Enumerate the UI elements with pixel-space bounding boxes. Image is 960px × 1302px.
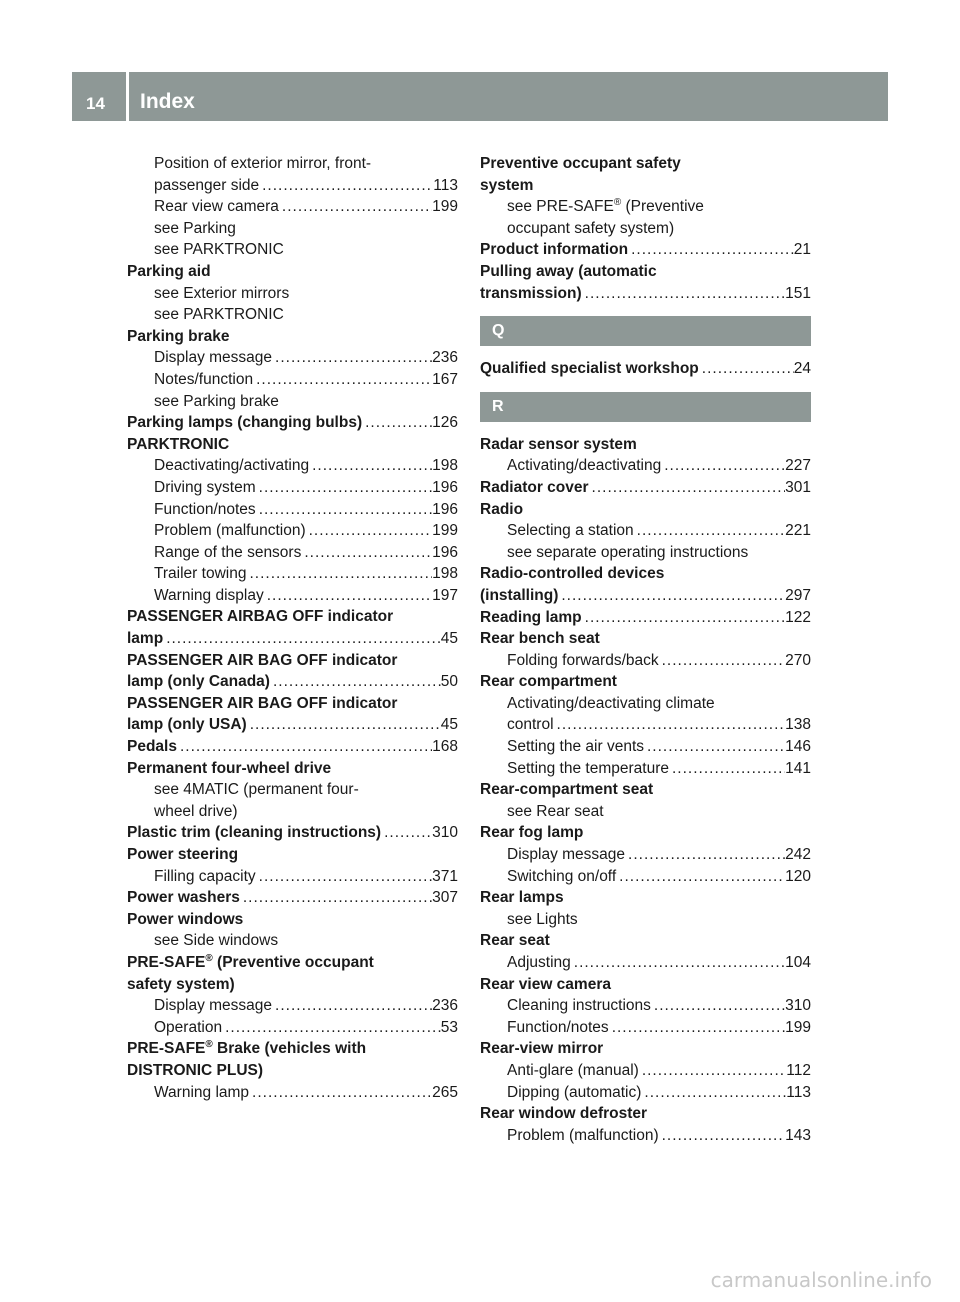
index-subentry — [480, 218, 811, 240]
entry-text: Activating/deactivating — [507, 457, 662, 475]
entry-text: Deactivating/activating — [154, 457, 310, 475]
leader-dots — [582, 283, 785, 305]
index-subentry — [480, 844, 811, 866]
entry-text: lamp — [127, 630, 164, 648]
leader-dots — [256, 477, 432, 499]
entry-text: Problem (malfunction) — [507, 1126, 659, 1144]
letter-heading-r: R — [480, 392, 811, 422]
page-reference: 198 — [432, 457, 458, 475]
page-reference: 199 — [432, 198, 458, 216]
entry-text: Radio-controlled devices — [480, 565, 665, 583]
index-column-left — [127, 153, 458, 1103]
index-subentry — [127, 196, 458, 218]
page-reference: 146 — [785, 738, 811, 756]
index-entry — [127, 261, 458, 283]
entry-text: Switching on/off — [507, 867, 617, 885]
entry-text: Anti-glare (manual) — [507, 1061, 639, 1079]
index-subentry — [480, 1082, 811, 1104]
index-entry — [480, 607, 811, 629]
entry-text: Rear view camera — [480, 975, 611, 993]
entry-text: Range of the sensors — [154, 543, 302, 561]
page-reference: 113 — [433, 176, 458, 194]
entry-text: Setting the air vents — [507, 738, 644, 756]
index-entry — [480, 239, 811, 261]
page-reference: 104 — [785, 954, 811, 971]
page-reference: 310 — [785, 997, 811, 1015]
entry-text: safety system) — [127, 975, 235, 993]
index-entry — [480, 1103, 811, 1125]
entry-text: Rear-view mirror — [480, 1040, 604, 1058]
entry-text: PARKTRONIC — [127, 435, 230, 453]
entry-text: Radar sensor system — [480, 435, 637, 453]
page-reference: 45 — [440, 716, 458, 734]
page-reference: 307 — [432, 889, 458, 907]
entry-text: system — [480, 176, 534, 194]
index-entry — [127, 1060, 458, 1082]
index-subentry — [127, 995, 458, 1017]
page-reference: 21 — [793, 241, 811, 259]
index-entry — [127, 434, 458, 456]
index-subentry — [480, 909, 811, 931]
page-reference: 301 — [785, 478, 811, 496]
index-subentry — [127, 391, 458, 413]
index-subentry — [480, 866, 811, 888]
page-reference: 199 — [785, 1018, 811, 1036]
entry-text: Notes/function — [154, 370, 254, 388]
index-entry — [480, 283, 811, 305]
entry-text: see Lights — [507, 910, 578, 928]
index-subentry — [127, 283, 458, 305]
entry-text: Activating/deactivating climate — [507, 694, 715, 712]
entry-text: see Rear seat — [507, 802, 604, 820]
leader-dots — [699, 358, 794, 380]
leader-dots — [249, 1082, 432, 1104]
entry-text: Display message — [507, 846, 626, 864]
index-entry — [480, 671, 811, 693]
leader-dots — [259, 175, 433, 197]
index-entry — [127, 758, 458, 780]
entry-text: PASSENGER AIRBAG OFF indicator — [127, 608, 394, 626]
entry-text: Rear lamps — [480, 889, 564, 907]
entry-text: Power windows — [127, 910, 244, 928]
index-subentry — [480, 1060, 811, 1082]
entry-text: Plastic trim (cleaning instructions) — [127, 824, 382, 842]
entry-text: Rear window defroster — [480, 1105, 648, 1123]
index-entry — [127, 326, 458, 348]
entry-text: Parking aid — [127, 262, 211, 280]
index-entry — [127, 412, 458, 434]
entry-text: see Parking brake — [154, 392, 279, 410]
leader-dots — [659, 1125, 786, 1147]
index-subentry — [480, 542, 811, 564]
entry-text: Operation — [154, 1018, 223, 1036]
entry-text: see PARKTRONIC — [154, 241, 284, 259]
entry-text: Selecting a station — [507, 522, 634, 540]
index-subentry — [127, 542, 458, 564]
index-subentry — [127, 175, 458, 197]
index-subentry — [127, 1017, 458, 1039]
leader-dots — [628, 239, 794, 261]
index-entry — [480, 585, 811, 607]
index-subentry — [127, 1082, 458, 1104]
entry-text: PASSENGER AIR BAG OFF indicator — [127, 651, 398, 669]
index-entry — [127, 887, 458, 909]
index-subentry — [127, 304, 458, 326]
entry-text: transmission) — [480, 284, 582, 302]
index-subentry — [480, 520, 811, 542]
entry-text: see Side windows — [154, 932, 279, 950]
page-reference: 126 — [432, 414, 458, 432]
page-reference: 371 — [432, 867, 458, 885]
entry-text: Power washers — [127, 889, 240, 907]
leader-dots — [641, 1082, 786, 1104]
leader-dots — [589, 477, 786, 499]
index-subentry — [127, 585, 458, 607]
page-reference: 198 — [432, 565, 458, 583]
entry-text: Parking brake — [127, 327, 230, 345]
entry-text: Trailer towing — [154, 565, 247, 583]
leader-dots — [264, 585, 432, 607]
entry-text: passenger side — [154, 176, 260, 194]
index-entry — [480, 1038, 811, 1060]
index-subentry — [127, 239, 458, 261]
page-reference: 113 — [786, 1083, 811, 1101]
index-entry — [480, 153, 811, 175]
entry-text: Function/notes — [507, 1018, 609, 1036]
leader-dots — [272, 995, 432, 1017]
entry-text: Rear view camera — [154, 198, 279, 216]
leader-dots — [639, 1060, 786, 1082]
entry-text: Rear seat — [480, 932, 550, 950]
entry-text: Filling capacity — [154, 867, 256, 885]
letter-heading-q: Q — [480, 316, 811, 346]
index-entry — [127, 822, 458, 844]
leader-dots — [554, 714, 786, 736]
page-reference: 112 — [786, 1061, 811, 1079]
entry-text: occupant safety system) — [507, 219, 675, 237]
leader-dots — [256, 866, 432, 888]
leader-dots — [253, 369, 432, 391]
index-entry — [480, 974, 811, 996]
index-entry — [127, 736, 458, 758]
leader-dots — [163, 628, 441, 650]
entry-text: Power steering — [127, 846, 239, 863]
page-reference: 138 — [785, 716, 811, 734]
page-reference: 199 — [432, 522, 458, 540]
index-subentry — [127, 779, 458, 801]
entry-text: Rear compartment — [480, 673, 617, 691]
page-reference: 196 — [432, 500, 458, 518]
index-subentry — [127, 347, 458, 369]
page-reference: 196 — [432, 478, 458, 496]
page-reference: 120 — [785, 867, 811, 885]
leader-dots — [222, 1017, 441, 1039]
entry-text: Warning display — [154, 586, 264, 604]
leader-dots — [246, 563, 432, 585]
page-reference: 143 — [785, 1126, 811, 1144]
page-reference: 151 — [785, 284, 811, 302]
page-reference: 265 — [432, 1083, 458, 1101]
index-subentry — [480, 650, 811, 672]
index-entry — [480, 628, 811, 650]
entry-text: Display message — [154, 349, 273, 367]
index-entry — [480, 477, 811, 499]
entry-text: Position of exterior mirror, front- — [154, 155, 372, 172]
page-reference: 24 — [793, 360, 811, 378]
index-entry — [127, 650, 458, 672]
index-subentry — [480, 1125, 811, 1147]
entry-text: Function/notes — [154, 500, 256, 518]
leader-dots — [571, 952, 785, 974]
index-subentry — [127, 218, 458, 240]
entry-text: PRE-SAFE® (Preventive occupant — [127, 952, 374, 971]
leader-dots — [651, 995, 785, 1017]
index-subentry — [127, 866, 458, 888]
entry-text: Driving system — [154, 478, 256, 496]
page-reference: 197 — [432, 586, 458, 604]
leader-dots — [625, 844, 785, 866]
entry-text: lamp (only USA) — [127, 716, 247, 734]
entry-text: Adjusting — [507, 954, 571, 971]
leader-dots — [301, 542, 432, 564]
entry-text: control — [507, 716, 554, 734]
leader-dots — [669, 758, 785, 780]
entry-text: Rear fog lamp — [480, 824, 584, 842]
index-entry — [480, 930, 811, 952]
index-entry — [127, 671, 458, 693]
leader-dots — [247, 714, 441, 736]
header-divider — [126, 72, 129, 121]
leader-dots — [270, 671, 441, 693]
index-subentry — [127, 153, 458, 175]
index-entry — [127, 1038, 458, 1060]
index-column-right — [480, 153, 811, 1146]
page-reference: 236 — [432, 997, 458, 1015]
leader-dots — [582, 607, 785, 629]
leader-dots — [661, 455, 785, 477]
page-reference: 122 — [785, 608, 811, 626]
entry-text: Parking lamps (changing bulbs) — [127, 414, 363, 432]
page-reference: 227 — [785, 457, 811, 475]
entry-text: Qualified specialist workshop — [480, 360, 699, 378]
entry-text: Pedals — [127, 738, 177, 756]
page-reference: 168 — [432, 738, 458, 756]
index-entry — [480, 779, 811, 801]
entry-text: Permanent four-wheel drive — [127, 759, 332, 777]
entry-text: Pulling away (automatic — [480, 262, 657, 280]
leader-dots — [634, 520, 785, 542]
index-entry — [480, 499, 811, 521]
index-subentry — [480, 455, 811, 477]
leader-dots — [616, 866, 785, 888]
leader-dots — [279, 196, 432, 218]
index-entry — [480, 175, 811, 197]
index-subentry — [480, 1017, 811, 1039]
entry-text: Reading lamp — [480, 608, 582, 626]
entry-text: Display message — [154, 997, 273, 1015]
index-subentry — [480, 693, 811, 715]
index-subentry — [480, 758, 811, 780]
entry-text: Problem (malfunction) — [154, 522, 306, 540]
index-subentry — [480, 714, 811, 736]
leader-dots — [558, 585, 785, 607]
index-entry — [480, 434, 811, 456]
leader-dots — [362, 412, 432, 434]
page-reference: 270 — [785, 651, 811, 669]
entry-text: (installing) — [480, 586, 559, 604]
entry-text: see separate operating instructions — [507, 543, 749, 561]
index-subentry — [480, 196, 811, 218]
page-reference: 242 — [785, 846, 811, 864]
entry-text: see Exterior mirrors — [154, 284, 290, 302]
index-entry — [127, 628, 458, 650]
entry-text: Rear bench seat — [480, 630, 600, 648]
page-number: 14 — [86, 94, 105, 113]
page-reference: 167 — [432, 370, 458, 388]
leader-dots — [381, 822, 432, 844]
leader-dots — [240, 887, 432, 909]
index-entry — [127, 974, 458, 996]
leader-dots — [177, 736, 432, 758]
index-subentry — [127, 930, 458, 952]
entry-text: wheel drive) — [154, 802, 238, 820]
index-entry — [480, 358, 811, 380]
page-reference: 45 — [440, 630, 458, 648]
index-subentry — [127, 455, 458, 477]
page-reference: 53 — [440, 1018, 458, 1036]
index-subentry — [127, 520, 458, 542]
index-entry — [127, 693, 458, 715]
page-reference: 196 — [432, 543, 458, 561]
index-subentry — [127, 477, 458, 499]
page-reference: 141 — [785, 759, 811, 777]
index-entry — [480, 261, 811, 283]
leader-dots — [309, 455, 432, 477]
index-entry — [480, 822, 811, 844]
index-entry — [127, 606, 458, 628]
leader-dots — [644, 736, 785, 758]
entry-text: Folding forwards/back — [507, 651, 659, 669]
leader-dots — [306, 520, 433, 542]
leader-dots — [272, 347, 432, 369]
leader-dots — [609, 1017, 785, 1039]
watermark: carmanualsonline.info — [710, 1268, 932, 1292]
page-reference: 310 — [432, 824, 458, 842]
page-reference: 221 — [785, 522, 811, 540]
index-entry — [127, 714, 458, 736]
entry-text: Preventive occupant safety — [480, 155, 681, 172]
index-entry — [127, 844, 458, 866]
entry-text: see 4MATIC (permanent four- — [154, 781, 359, 799]
page-reference: 236 — [432, 349, 458, 367]
leader-dots — [256, 499, 432, 521]
index-subentry — [480, 995, 811, 1017]
entry-text: PRE-SAFE® Brake (vehicles with — [127, 1039, 367, 1058]
entry-text: see PRE-SAFE® (Preventive — [507, 197, 704, 216]
page-reference: 297 — [785, 586, 811, 604]
entry-text: Setting the temperature — [507, 759, 669, 777]
entry-text: Dipping (automatic) — [507, 1083, 642, 1101]
index-subentry — [480, 801, 811, 823]
entry-text: Rear-compartment seat — [480, 781, 654, 799]
section-title: Index — [140, 90, 195, 113]
entry-text: Radiator cover — [480, 478, 589, 496]
index-subentry — [480, 952, 811, 974]
entry-text: lamp (only Canada) — [127, 673, 270, 691]
entry-text: DISTRONIC PLUS) — [127, 1061, 264, 1079]
entry-text: see Parking — [154, 219, 236, 237]
index-entry — [127, 909, 458, 931]
index-subentry — [127, 499, 458, 521]
entry-text: Radio — [480, 500, 524, 518]
entry-text: Product information — [480, 241, 629, 259]
index-entry — [480, 563, 811, 585]
index-subentry — [480, 736, 811, 758]
entry-text: PASSENGER AIR BAG OFF indicator — [127, 694, 398, 712]
index-entry — [127, 952, 458, 974]
entry-text: Warning lamp — [154, 1083, 250, 1101]
index-subentry — [127, 801, 458, 823]
index-subentry — [127, 369, 458, 391]
index-subentry — [127, 563, 458, 585]
index-entry — [480, 887, 811, 909]
entry-text: Cleaning instructions — [507, 997, 651, 1015]
entry-text: see PARKTRONIC — [154, 306, 284, 324]
page-reference: 50 — [440, 673, 458, 691]
leader-dots — [659, 650, 786, 672]
page-header — [72, 72, 888, 121]
